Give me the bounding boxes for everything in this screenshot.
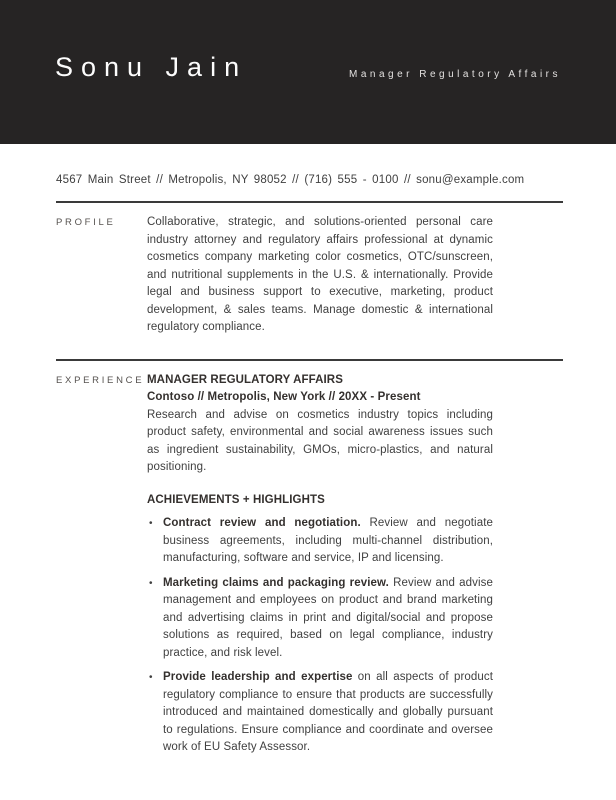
job-summary: Research and advise on cosmetics industry topics including product safety, environmental and social awareness issues such as ingredient sustainability, GMOs, micro-plastics, and natural positioning. (147, 408, 493, 473)
achievement-text: on all aspects of product regulatory compliance to ensure that products are successfully introduced and maintained domestically and globally pursuant to regulations. Ensure compliance and coordinate and oversee work of EU Safety Assessor. (163, 671, 494, 753)
person-name: Sonu Jain (55, 51, 248, 82)
achievements-list (147, 515, 493, 757)
achievement-lead: Contract review and negotiation. (163, 517, 361, 529)
experience-section (0, 361, 616, 773)
employer-line: Contoso // Metropolis, New York // 20XX - Present (147, 391, 421, 403)
bullet-icon: • (149, 672, 153, 683)
achievement-text: Review and advise management and employees on product and brand marketing and advertising claims in print and digital/social and propose solutions as required, based on legal compliance, industry practice, and risk level. (163, 576, 493, 659)
profile-text: Collaborative, strategic, and solutions-oriented personal care industry attorney and regulatory affairs professional at dynamic cosmetics company marketing color cosmetics, OTC/sunscreen, and nutritional supplements in the U.S. & internationally. Provide legal and business support to executive, marketing, product development, & sales teams. Manage domestic & international regulatory compliance. (147, 216, 493, 333)
achievement-lead: Marketing claims and packaging review. (163, 576, 389, 589)
header-job-title: Manager Regulatory Affairs (349, 68, 561, 80)
profile-content (147, 214, 493, 337)
achievement-lead: Provide leadership and expertise (163, 671, 353, 683)
bullet-icon: • (149, 577, 153, 589)
achievement-text: Review and negotiate business agreements, including multi-channel distribution, manufacturing, software and service, IP and licensing. (163, 517, 493, 564)
experience-content (147, 372, 493, 764)
achievement-item (147, 669, 493, 757)
achievement-item (147, 515, 493, 568)
achievements-heading: ACHIEVEMENTS + HIGHLIGHTS (147, 493, 325, 506)
profile-label: PROFILE (56, 217, 116, 228)
profile-section (0, 203, 616, 346)
bullet-icon: • (149, 518, 153, 529)
job-title: MANAGER REGULATORY AFFAIRS (147, 373, 343, 386)
experience-label: EXPERIENCE (56, 374, 145, 386)
achievement-item (147, 575, 493, 663)
contact-line: 4567 Main Street // Metropolis, NY 98052 // (716) 555 - 0100 // sonu@example.com (56, 174, 525, 186)
header-band (0, 0, 616, 144)
